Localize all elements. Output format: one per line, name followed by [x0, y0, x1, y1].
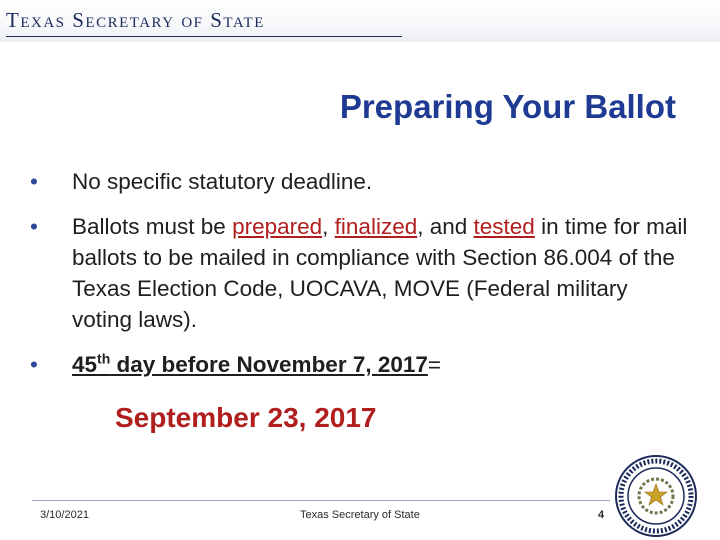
deadline-equals: = — [427, 352, 442, 377]
emphasis-tested: tested — [473, 214, 535, 239]
bullet-marker: • — [30, 214, 38, 239]
footer-date: 3/10/2021 — [40, 509, 89, 521]
highlight-date: September 23, 2017 — [115, 402, 377, 433]
bullet-text-sep: , — [322, 214, 335, 239]
footer-page-number: 4 — [598, 509, 605, 521]
footer-divider — [32, 500, 610, 501]
bullet-item — [30, 349, 690, 380]
footer-center-text: Texas Secretary of State — [300, 509, 420, 521]
slide-title: Preparing Your Ballot — [339, 88, 676, 125]
bullet-marker: • — [30, 352, 38, 377]
bullet-text-sep: , and — [417, 214, 474, 239]
deadline-text — [72, 352, 428, 377]
header-divider — [6, 36, 402, 37]
bullet-list — [30, 166, 690, 394]
deadline-number: 45 — [72, 352, 98, 377]
bullet-text-suffix: in time for mail ballots to be mailed in compliance with Section 86.004 of the Texas Election Code, UOCAVA, MOVE (Federal military voting laws). — [72, 214, 688, 332]
header-band — [0, 0, 720, 42]
emphasis-finalized: finalized — [334, 214, 418, 239]
deadline-rest: day before November 7, 2017 — [110, 352, 428, 377]
bullet-marker: • — [30, 169, 38, 194]
bullet-text: No specific statutory deadline. — [72, 169, 373, 194]
deadline-ordinal: th — [97, 350, 111, 367]
bullet-item — [30, 166, 690, 197]
org-name: Texas Secretary of State — [6, 8, 265, 32]
bullet-text-prefix: Ballots must be — [72, 214, 233, 239]
bullet-item — [30, 211, 690, 335]
texas-seal-icon — [614, 454, 698, 538]
emphasis-prepared: prepared — [232, 214, 323, 239]
